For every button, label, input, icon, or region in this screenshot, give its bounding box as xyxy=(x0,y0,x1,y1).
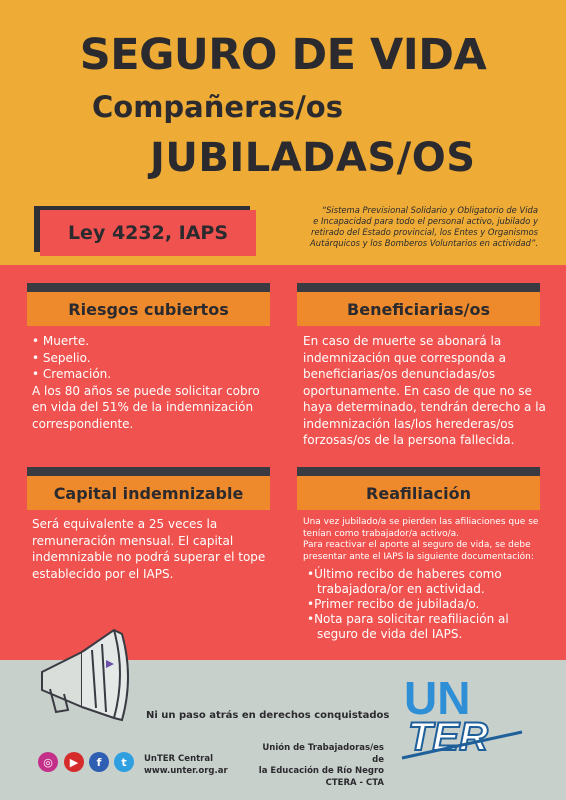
page-title: SEGURO DE VIDA xyxy=(79,30,487,80)
section-title-beneficiarias: Beneficiarias/os xyxy=(297,292,540,326)
text-line: beneficiarias/os denunciadas/os xyxy=(303,367,496,381)
list-item: • Nota para solicitar reafiliación al seguro de vida del IAPS. xyxy=(303,612,553,642)
slogan: Ni un paso atrás en derechos conquistados xyxy=(146,710,390,721)
union-line: CTERA - CTA xyxy=(325,777,384,788)
megaphone-icon xyxy=(22,612,142,722)
quote-line: Autárquicos y los Bomberos Voluntarios en actividad”. xyxy=(310,238,538,248)
section-bar xyxy=(27,283,270,292)
text-line: remuneración mensual. El capital xyxy=(32,533,234,548)
logo-text-bottom: TER xyxy=(408,715,488,759)
list-item: • Muerte. xyxy=(32,333,282,350)
text-line: Para reactivar el aporte al seguro de vida, se debe xyxy=(303,540,531,550)
section-title-riesgos: Riesgos cubiertos xyxy=(27,292,270,326)
twitter-icon[interactable]: t xyxy=(114,752,134,772)
section-bar xyxy=(27,467,270,476)
facebook-icon[interactable]: f xyxy=(89,752,109,772)
page-subtitle-2: JUBILADAS/OS xyxy=(150,135,476,181)
text-line: Una vez jubilado/a se pierden las afiliaciones que se xyxy=(303,517,539,527)
law-badge: Ley 4232, IAPS xyxy=(40,210,256,256)
section-bar xyxy=(297,467,540,476)
website-link[interactable]: www.unter.org.ar xyxy=(144,766,228,776)
law-quote xyxy=(268,205,538,249)
section-body-beneficiarias xyxy=(303,333,553,449)
union-line: la Educación de Río Negro xyxy=(258,766,384,776)
youtube-icon[interactable]: ▶ xyxy=(64,752,84,772)
text-line: en vida del 51% de la indemnización xyxy=(32,400,254,414)
text-line: presentar ante el IAPS la siguiente documentación: xyxy=(303,551,534,562)
section-body-capital xyxy=(32,516,282,582)
contact-info xyxy=(144,753,228,777)
list-item: • Sepelio. xyxy=(32,350,282,367)
text-line: indemnizable no podrá superar el tope xyxy=(32,550,266,564)
text-line: correspondiente. xyxy=(32,416,134,431)
text-line: forzosas/os de la persona fallecida. xyxy=(303,433,515,447)
section-body-riesgos xyxy=(32,333,282,432)
instagram-icon[interactable]: ◎ xyxy=(38,752,58,772)
text-line: indemnización las/los herederas/os xyxy=(303,416,514,431)
quote-line: e Incapacidad para todo el personal activo, jubilado y xyxy=(313,216,538,226)
text-line: tenían como trabajador/a activo/a. xyxy=(303,528,459,539)
org-name: UnTER Central xyxy=(144,754,214,764)
text-line: indemnización que corresponda a xyxy=(303,350,507,365)
list-item: • Primer recibo de jubilada/o. xyxy=(303,597,553,612)
union-line: Unión de Trabajadoras/es de xyxy=(262,743,384,765)
unter-logo xyxy=(398,672,528,762)
quote-line: “Sistema Previsional Solidario y Obligatorio de Vida xyxy=(321,205,538,215)
quote-line: retirado del Estado provincial, los Entes y Organismos xyxy=(311,227,538,237)
text-line: haya determinado, tendrán derecho a la xyxy=(303,400,546,414)
text-line: establecido por el IAPS. xyxy=(32,566,174,581)
section-title-capital: Capital indemnizable xyxy=(27,476,270,510)
list-item: • Último recibo de haberes como trabajadora/or en actividad. xyxy=(303,567,553,597)
section-bar xyxy=(297,283,540,292)
section-title-reafiliacion: Reafiliación xyxy=(297,476,540,510)
page-subtitle: Compañeras/os xyxy=(92,90,343,124)
text-line: A los 80 años se puede solicitar cobro xyxy=(32,383,260,398)
union-name xyxy=(258,743,384,789)
section-body-reafiliacion xyxy=(303,517,553,642)
text-line: oportunamente. En caso de que no se xyxy=(303,383,532,398)
logo-text-top: UN xyxy=(404,672,471,724)
list-item: • Cremación. xyxy=(32,366,282,383)
text-line: En caso de muerte se abonará la xyxy=(303,334,502,348)
text-line: Será equivalente a 25 veces la xyxy=(32,517,218,531)
